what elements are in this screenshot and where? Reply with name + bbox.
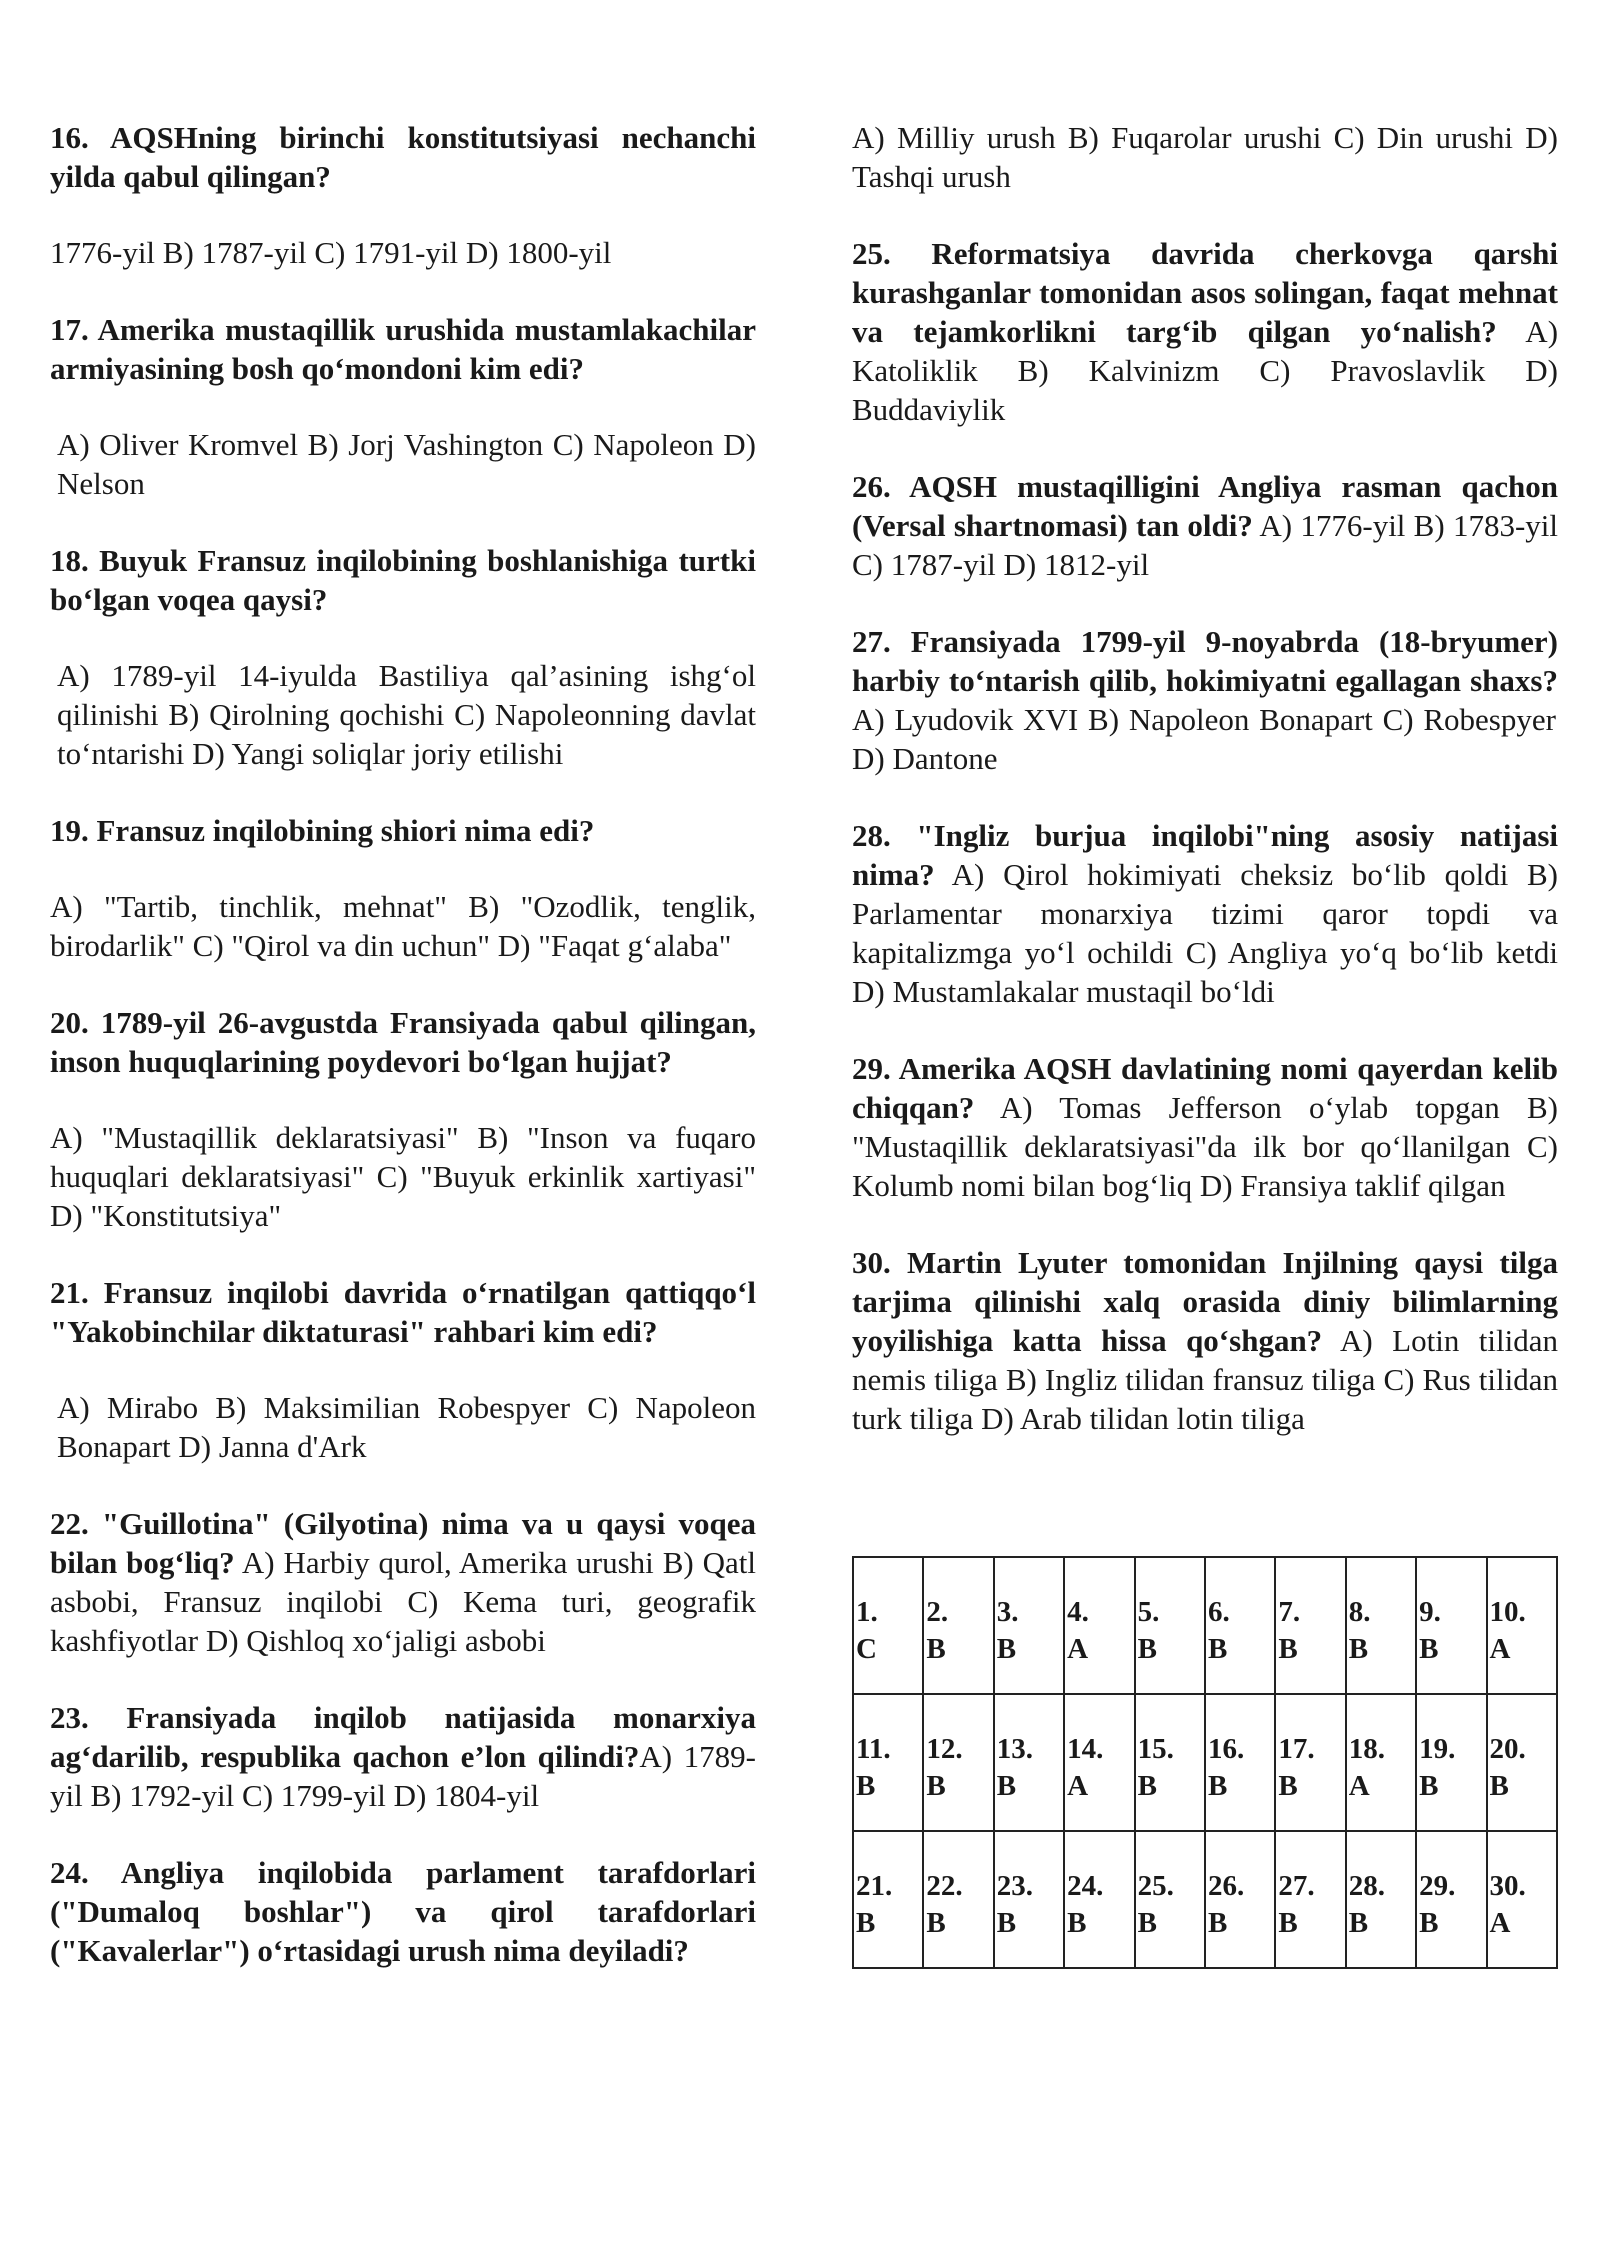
question-stem: 22. "Guillotina" (Gilyotina) nima va u qaysi voqea bilan bog‘liq? bbox=[50, 1506, 756, 1580]
answer-key-cell bbox=[1487, 1557, 1557, 1694]
question-16 bbox=[50, 118, 756, 272]
answer-letter: A bbox=[1489, 1907, 1511, 1939]
answer-key-cell bbox=[1205, 1831, 1275, 1968]
answer-key-cell bbox=[1064, 1557, 1134, 1694]
answer-letter: B bbox=[926, 1770, 946, 1802]
answer-number: 27. bbox=[1278, 1870, 1315, 1902]
answer-key-cell bbox=[1346, 1694, 1416, 1831]
question-stem: 26. AQSH mustaqilligini Angliya rasman qachon (Versal shartnomasi) tan oldi? bbox=[852, 469, 1558, 543]
answer-number: 19. bbox=[1419, 1733, 1456, 1765]
answer-key-cell bbox=[1346, 1557, 1416, 1694]
answer-letter: B bbox=[1278, 1770, 1298, 1802]
answer-letter: A bbox=[1348, 1770, 1370, 1802]
answer-key-table bbox=[852, 1556, 1558, 1969]
answer-letter: B bbox=[1067, 1907, 1087, 1939]
answer-key-cell bbox=[923, 1831, 993, 1968]
answer-letter: A bbox=[1067, 1770, 1089, 1802]
answer-letter: A bbox=[1067, 1633, 1089, 1665]
question-options: 1776-yil B) 1787-yil C) 1791-yil D) 1800-yil bbox=[50, 235, 612, 270]
question-options: A) "Tartib, tinchlik, mehnat" B) "Ozodlik, tenglik, birodarlik" C) "Qirol va din uchun" D) "Faqat g‘alaba" bbox=[50, 889, 756, 963]
answer-number: 4. bbox=[1067, 1596, 1089, 1628]
answer-key-cell bbox=[1275, 1831, 1345, 1968]
question-stem: 29. Amerika AQSH davlatining nomi qayerdan kelib chiqqan? bbox=[852, 1051, 1558, 1125]
question-stem: 21. Fransuz inqilobi davrida o‘rnatilgan qattiqqo‘l "Yakobinchilar diktaturasi" rahbari kim edi? bbox=[50, 1275, 756, 1349]
answer-number: 21. bbox=[856, 1870, 893, 1902]
answer-number: 15. bbox=[1137, 1733, 1174, 1765]
answer-number: 29. bbox=[1419, 1870, 1456, 1902]
question-options: A) 1789-yil 14-iyulda Bastiliya qal’asining ishg‘ol qilinishi B) Qirolning qochishi C) Napoleonning davlat to‘ntarishi D) Yangi soliqlar joriy etilishi bbox=[57, 658, 756, 771]
question-18 bbox=[50, 541, 756, 773]
question-options: A) Lotin tilidan nemis tiliga B) Ingliz tilidan fransuz tiliga C) Rus tilidan turk tiliga D) Arab tilidan lotin tiliga bbox=[852, 1323, 1559, 1436]
question-27 bbox=[852, 622, 1558, 778]
answer-letter: B bbox=[926, 1633, 946, 1665]
answer-key-cell bbox=[994, 1831, 1064, 1968]
right-column bbox=[852, 118, 1558, 1476]
question-22 bbox=[50, 1504, 756, 1660]
question-23 bbox=[50, 1698, 756, 1815]
question-26 bbox=[852, 467, 1558, 584]
answer-key-row bbox=[853, 1831, 1557, 1968]
answer-number: 5. bbox=[1137, 1596, 1160, 1628]
answer-letter: B bbox=[996, 1633, 1017, 1665]
answer-number: 9. bbox=[1419, 1596, 1441, 1628]
question-stem: 18. Buyuk Fransuz inqilobining boshlanishiga turtki bo‘lgan voqea qaysi? bbox=[50, 543, 756, 617]
answer-key-cell bbox=[1487, 1831, 1557, 1968]
answer-letter: B bbox=[1419, 1633, 1439, 1665]
answer-key-cell bbox=[853, 1694, 923, 1831]
question-options: A) Oliver Kromvel B) Jorj Vashington C) Napoleon D) Nelson bbox=[57, 427, 756, 501]
answer-number: 16. bbox=[1207, 1733, 1245, 1765]
answer-letter: B bbox=[1489, 1770, 1509, 1802]
answer-letter: B bbox=[1207, 1770, 1228, 1802]
question-stem: 19. Fransuz inqilobining shiori nima edi? bbox=[50, 813, 595, 848]
question-stem: 17. Amerika mustaqillik urushida mustamlakachilar armiyasining bosh qo‘mondoni kim edi? bbox=[50, 312, 756, 386]
question-stem: 27. Fransiyada 1799-yil 9-noyabrda (18-bryumer) harbiy to‘ntarish qilib, hokimiyatni egallagan shaxs? bbox=[852, 624, 1558, 698]
answer-key-row bbox=[853, 1694, 1557, 1831]
answer-key-cell bbox=[994, 1557, 1064, 1694]
answer-number: 23. bbox=[996, 1870, 1034, 1902]
answer-letter: B bbox=[1278, 1633, 1298, 1665]
question-25 bbox=[852, 234, 1558, 429]
answer-number: 25. bbox=[1137, 1870, 1174, 1902]
answer-number: 12. bbox=[926, 1733, 963, 1765]
question-20 bbox=[50, 1003, 756, 1235]
answer-key-cell bbox=[1205, 1694, 1275, 1831]
answer-key-cell bbox=[1416, 1694, 1486, 1831]
question-options: A) Qirol hokimiyati cheksiz bo‘lib qoldi B) Parlamentar monarxiya tizimi qaror topdi va kapitalizmga yo‘l ochildi C) Angliya yo‘q bo‘lib ketdi D) Mustamlakalar mustaqil bo‘ldi bbox=[852, 857, 1558, 1009]
answer-number: 30. bbox=[1489, 1870, 1526, 1902]
answer-letter: B bbox=[1348, 1907, 1369, 1939]
question-17 bbox=[50, 310, 756, 503]
answer-key-cell bbox=[1346, 1831, 1416, 1968]
answer-number: 24. bbox=[1067, 1870, 1104, 1902]
answer-key-cell bbox=[1416, 1557, 1486, 1694]
answer-key-cell bbox=[1064, 1694, 1134, 1831]
answer-letter: B bbox=[856, 1770, 876, 1802]
answer-number: 3. bbox=[996, 1596, 1019, 1628]
answer-number: 7. bbox=[1278, 1596, 1301, 1628]
question-stem: 23. Fransiyada inqilob natijasida monarxiya ag‘darilib, respublika qachon e’lon qilindi? bbox=[50, 1700, 756, 1774]
question-29 bbox=[852, 1049, 1558, 1205]
answer-letter: B bbox=[1419, 1770, 1439, 1802]
answer-key-cell bbox=[1135, 1694, 1205, 1831]
question-stem: 16. AQSHning birinchi konstitutsiyasi nechanchi yilda qabul qilingan? bbox=[50, 120, 756, 194]
answer-letter: B bbox=[1207, 1907, 1228, 1939]
answer-letter: B bbox=[1348, 1633, 1369, 1665]
answer-number: 17. bbox=[1278, 1733, 1315, 1765]
answer-number: 18. bbox=[1348, 1733, 1385, 1765]
question-options: A) Milliy urush B) Fuqarolar urushi C) Din urushi D) Tashqi urush bbox=[852, 120, 1558, 194]
answer-letter: B bbox=[1137, 1907, 1157, 1939]
answer-letter: B bbox=[996, 1770, 1017, 1802]
answer-letter: B bbox=[1278, 1907, 1298, 1939]
answer-number: 10. bbox=[1489, 1596, 1526, 1628]
answer-key-cell bbox=[923, 1694, 993, 1831]
question-stem: 20. 1789-yil 26-avgustda Fransiyada qabul qilingan, inson huquqlarining poydevori bo‘lgan hujjat? bbox=[50, 1005, 756, 1079]
question-stem: 25. Reformatsiya davrida cherkovga qarshi kurashganlar tomonidan asos solingan, faqat mehnat va tejamkorlikni targ‘ib qilgan yo‘nalish? bbox=[852, 236, 1558, 349]
answer-key-cell bbox=[1416, 1831, 1486, 1968]
answer-key-cell bbox=[1487, 1694, 1557, 1831]
question-options: A) "Mustaqillik deklaratsiyasi" B) "Inson va fuqaro huquqlari deklaratsiyasi" C) "Buyuk erkinlik xartiyasi" D) "Konstitutsiya" bbox=[50, 1120, 756, 1233]
answer-key-cell bbox=[1275, 1557, 1345, 1694]
answer-number: 22. bbox=[926, 1870, 963, 1902]
answer-key-cell bbox=[853, 1557, 923, 1694]
question-stem: 30. Martin Lyuter tomonidan Injilning qaysi tilga tarjima qilinishi xalq orasida diniy bilimlarning yoyilishiga katta hissa qo‘shgan? bbox=[852, 1245, 1558, 1358]
answer-key-cell bbox=[1275, 1694, 1345, 1831]
answer-number: 14. bbox=[1067, 1733, 1104, 1765]
left-column bbox=[50, 118, 756, 2008]
question-options: A) 1776-yil B) 1783-yil C) 1787-yil D) 1812-yil bbox=[852, 508, 1558, 582]
answer-key-cell bbox=[1135, 1831, 1205, 1968]
answer-number: 6. bbox=[1207, 1596, 1230, 1628]
question-24-start bbox=[50, 1853, 756, 1970]
question-28 bbox=[852, 816, 1558, 1011]
question-options: A) Tomas Jefferson o‘ylab topgan B) "Mustaqillik deklaratsiyasi"da ilk bor qo‘llanilgan C) Kolumb nomi bilan bog‘liq D) Fransiya taklif qilgan bbox=[852, 1090, 1558, 1203]
answer-number: 11. bbox=[856, 1733, 891, 1765]
question-options: A) Harbiy qurol, Amerika urushi B) Qatl asbobi, Fransuz inqilobi C) Kema turi, geografik kashfiyotlar D) Qishloq xo‘jaligi asbobi bbox=[50, 1545, 756, 1658]
answer-letter: C bbox=[856, 1633, 877, 1665]
answer-letter: A bbox=[1489, 1633, 1511, 1665]
answer-key-cell bbox=[923, 1557, 993, 1694]
question-options: A) Lyudovik XVI B) Napoleon Bonapart C) Robespyer D) Dantone bbox=[852, 702, 1556, 776]
answer-letter: B bbox=[996, 1907, 1017, 1939]
answer-letter: B bbox=[926, 1907, 946, 1939]
answer-letter: B bbox=[856, 1907, 876, 1939]
answer-letter: B bbox=[1137, 1770, 1157, 1802]
answer-number: 2. bbox=[926, 1596, 949, 1628]
question-19 bbox=[50, 811, 756, 965]
answer-key-cell bbox=[853, 1831, 923, 1968]
question-options: A) Mirabo B) Maksimilian Robespyer C) Napoleon Bonapart D) Janna d'Ark bbox=[57, 1390, 756, 1464]
question-stem: 28. "Ingliz burjua inqilobi"ning asosiy natijasi nima? bbox=[852, 818, 1558, 892]
answer-number: 28. bbox=[1348, 1870, 1385, 1902]
answer-number: 26. bbox=[1207, 1870, 1245, 1902]
answer-key-cell bbox=[1135, 1557, 1205, 1694]
answer-number: 8. bbox=[1348, 1596, 1371, 1628]
question-options: A) 1789-yil B) 1792-yil C) 1799-yil D) 1804-yil bbox=[50, 1739, 756, 1813]
answer-key-row bbox=[853, 1557, 1557, 1694]
question-24-options bbox=[852, 118, 1558, 196]
answer-number: 1. bbox=[856, 1596, 878, 1628]
question-21 bbox=[50, 1273, 756, 1466]
answer-letter: B bbox=[1137, 1633, 1157, 1665]
answer-key-cell bbox=[1064, 1831, 1134, 1968]
answer-number: 13. bbox=[996, 1733, 1034, 1765]
question-30 bbox=[852, 1243, 1558, 1438]
answer-key-cell bbox=[1205, 1557, 1275, 1694]
question-options: A) Katoliklik B) Kalvinizm C) Pravoslavlik D) Buddaviylik bbox=[852, 314, 1559, 427]
answer-key-cell bbox=[994, 1694, 1064, 1831]
answer-letter: B bbox=[1419, 1907, 1439, 1939]
answer-number: 20. bbox=[1489, 1733, 1526, 1765]
answer-letter: B bbox=[1207, 1633, 1228, 1665]
question-stem: 24. Angliya inqilobida parlament tarafdorlari ("Dumaloq boshlar") va qirol tarafdorlari ("Kavalerlar") o‘rtasidagi urush nima deyiladi? bbox=[50, 1855, 756, 1968]
